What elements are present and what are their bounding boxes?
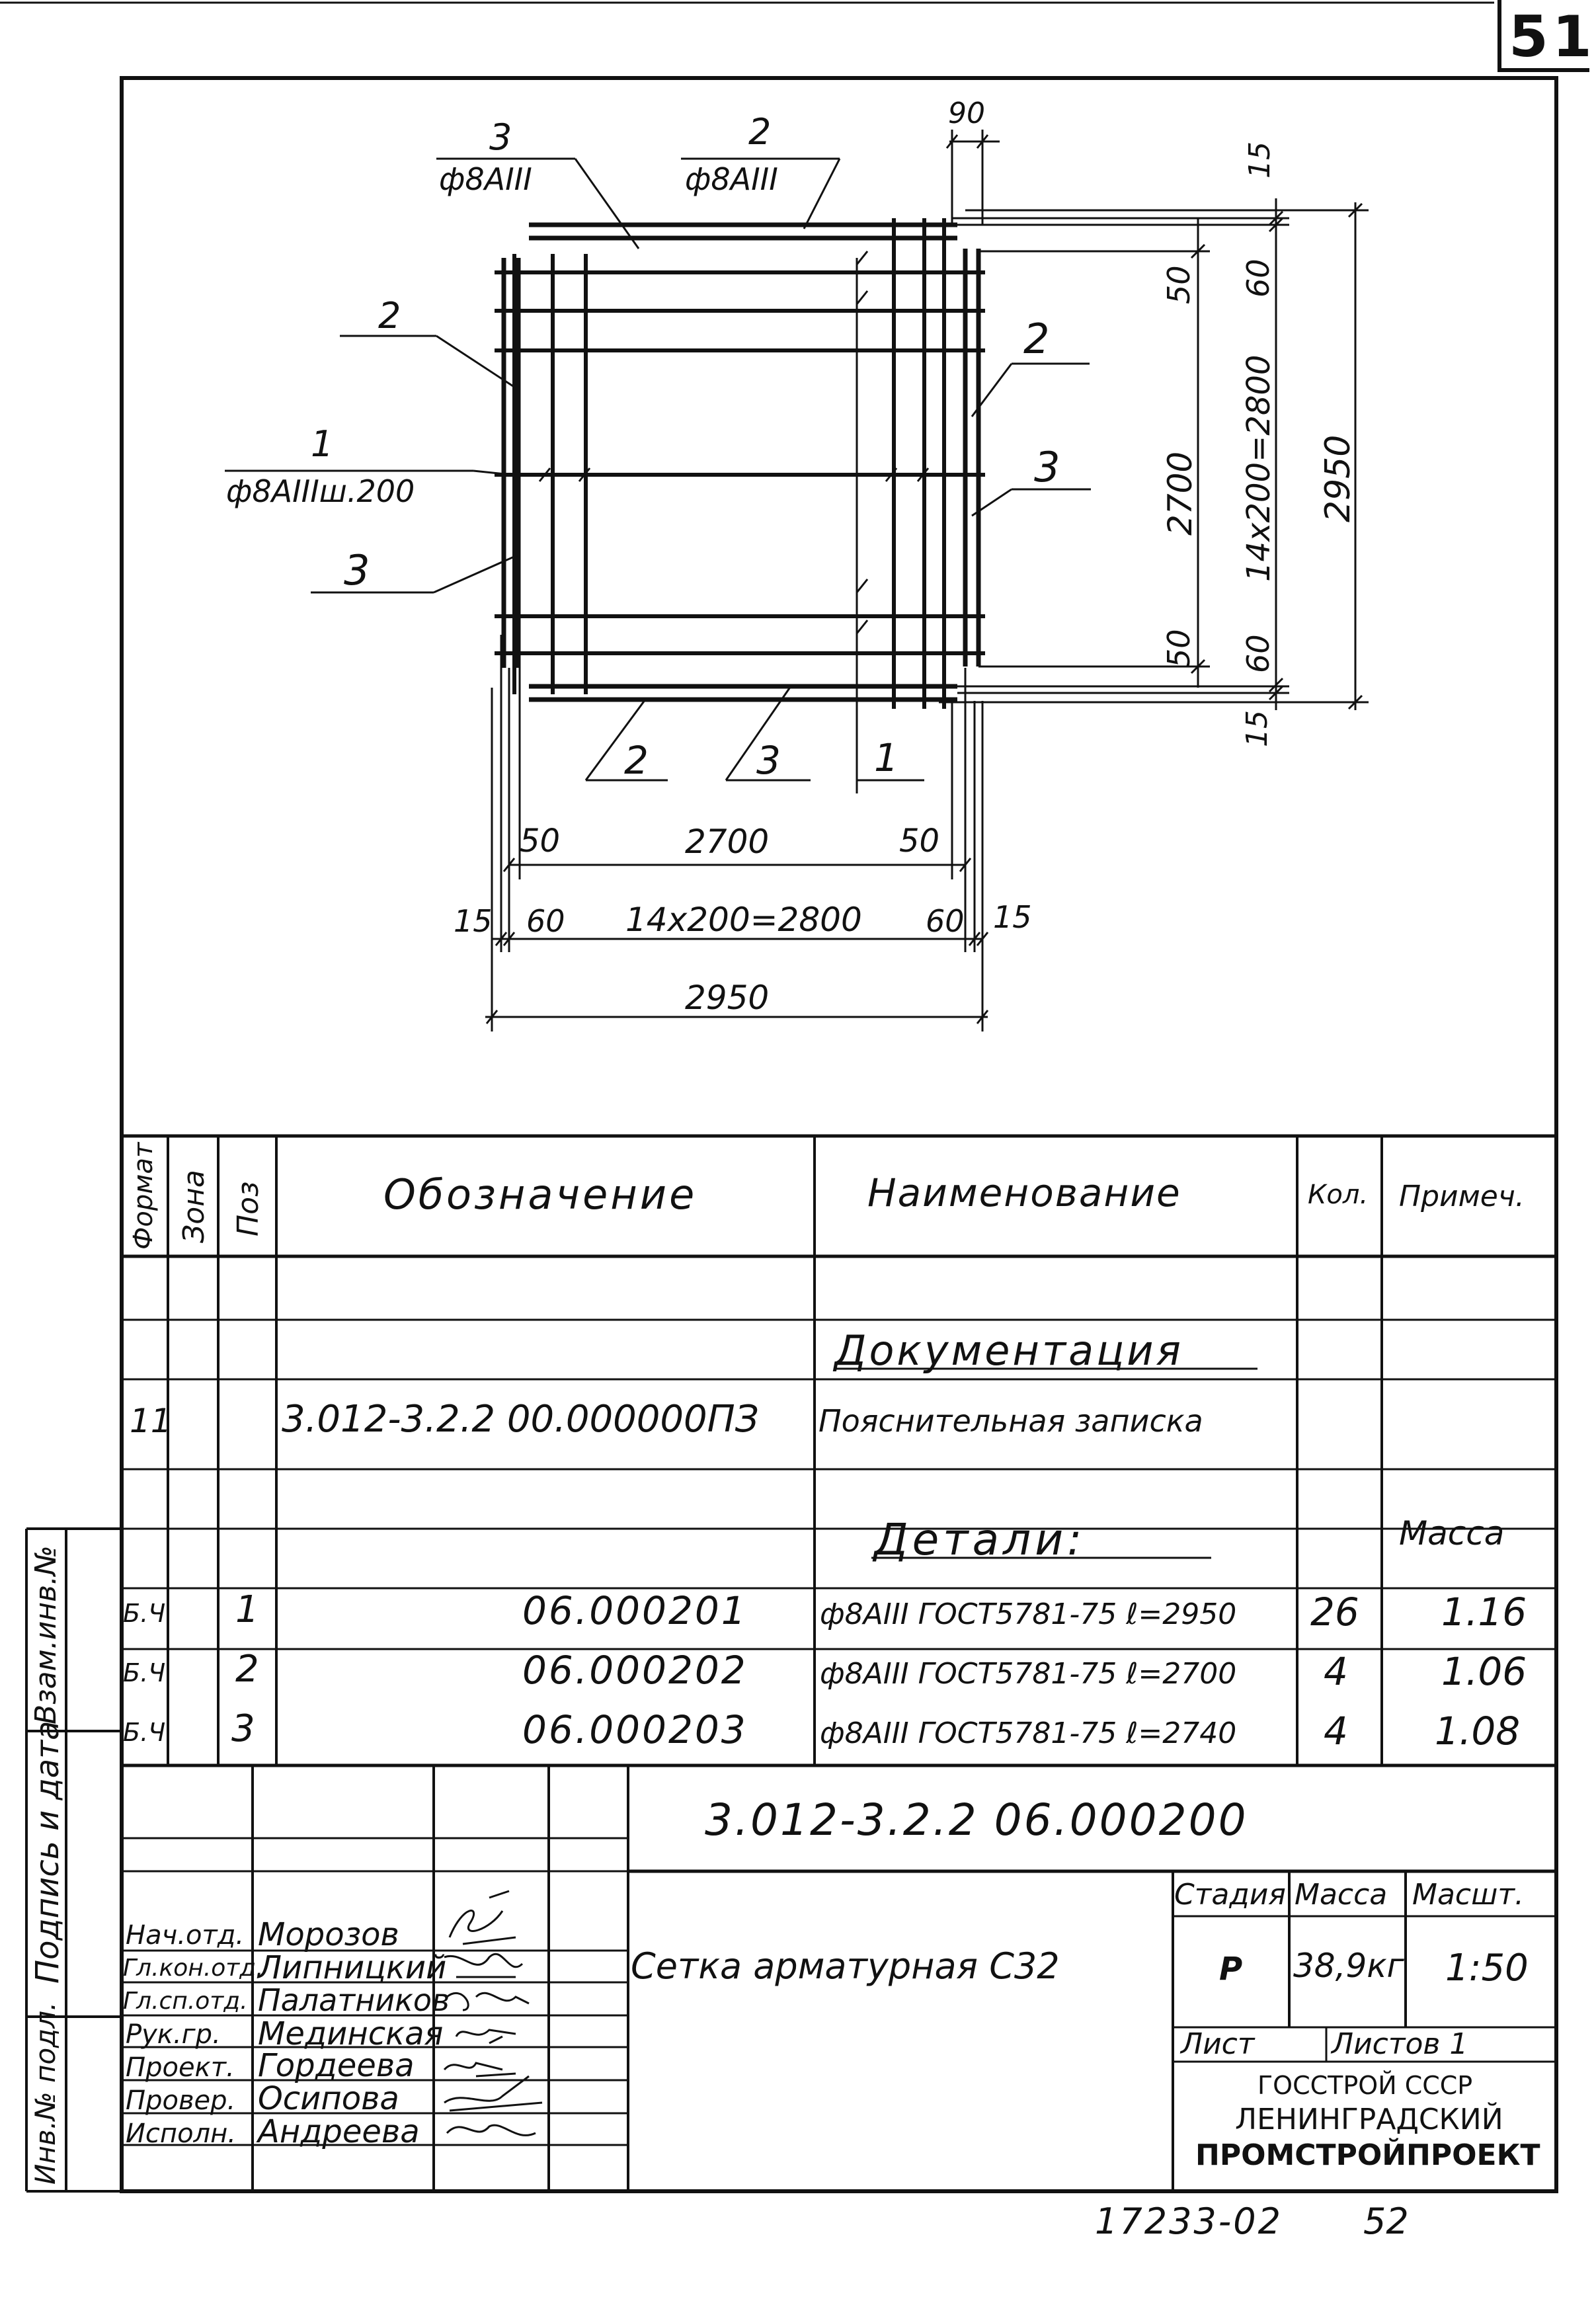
stage-value: Р [1219, 1951, 1243, 1988]
dim-h-14x200: 14x200=2800 [625, 901, 862, 939]
label-left-pos2: 2 [378, 295, 401, 337]
label-bottom-pos2: 2 [624, 738, 649, 783]
side-sign-date: Подпись и дата [29, 1720, 66, 1984]
dim-h-2700: 2700 [685, 823, 770, 861]
row-format: Б.Ч [123, 1599, 166, 1628]
label-bar2-pos: 2 [748, 111, 772, 153]
row-mass: 1.16 [1441, 1590, 1527, 1635]
mass-value: 38,9кг [1293, 1947, 1404, 1985]
stage-label: Стадия [1174, 1878, 1286, 1912]
dim-v-15-bot: 15 [1240, 710, 1274, 747]
org-line3: ПРОМСТРОЙПРОЕКТ [1195, 2138, 1540, 2172]
label-left-pos1: 1 [311, 423, 334, 465]
row-designation: 06.000201 [522, 1588, 748, 1633]
section-docs: Документация [834, 1326, 1183, 1375]
row-name: ф8AIII ГОСТ5781-75 ℓ=2950 [820, 1597, 1237, 1631]
row-mass: 1.08 [1435, 1709, 1521, 1754]
scale-label: Масшт. [1412, 1878, 1524, 1912]
side-inv-replace: Взам.инв.№ [29, 1545, 63, 1724]
row-pos: 1 [235, 1588, 259, 1631]
dim-h-60-right: 60 [926, 903, 965, 939]
sheet-number: 51 [1509, 4, 1596, 70]
org-line2: ЛЕНИНГРАДСКИЙ [1235, 2103, 1503, 2136]
staff-name: Липницкий [258, 1949, 447, 1986]
staff-name: Морозов [258, 1916, 399, 1953]
dim-h-15-right: 15 [993, 899, 1032, 935]
label-right-pos2: 2 [1023, 315, 1050, 363]
row-qty: 26 [1310, 1590, 1359, 1635]
staff-role: Нач.отд. [126, 1920, 245, 1951]
label-bar3-pos: 3 [489, 116, 512, 158]
label-bottom-pos1: 1 [874, 735, 898, 780]
staff-name: Гордеева [258, 2047, 415, 2084]
dim-h-15-left: 15 [454, 903, 493, 939]
dim-v-60-bot: 60 [1240, 634, 1276, 673]
dim-h-50-right: 50 [899, 823, 940, 860]
header-format: Формат [128, 1142, 159, 1250]
row-qty: 4 [1324, 1709, 1348, 1754]
dim-v-2950: 2950 [1318, 434, 1358, 522]
section-details: Детали: [874, 1514, 1086, 1565]
doc-row-format: 11 [130, 1402, 172, 1440]
mass-label: Масса [1295, 1878, 1388, 1912]
header-name: Наименование [867, 1170, 1181, 1215]
row-qty: 4 [1324, 1649, 1348, 1694]
doc-row-designation: 3.012-3.2.2 00.000000ПЗ [282, 1398, 759, 1441]
row-designation: 06.000203 [522, 1707, 748, 1752]
label-right-pos3: 3 [1034, 443, 1060, 491]
document-code: 3.012-3.2.2 06.000200 [705, 1795, 1248, 1845]
dim-h-60-left: 60 [526, 903, 565, 939]
org-line1: ГОССТРОЙ СССР [1257, 2071, 1473, 2100]
dim-v-50-bot: 50 [1161, 629, 1197, 668]
row-format: Б.Ч [123, 1718, 166, 1747]
header-qty: Кол. [1308, 1180, 1369, 1210]
staff-name: Осипова [258, 2080, 399, 2117]
staff-role: Провер. [126, 2085, 236, 2116]
staff-role: Рук.гр. [126, 2019, 221, 2050]
row-format: Б.Ч [123, 1658, 166, 1687]
page-number: 52 [1363, 2201, 1409, 2242]
dim-top-90: 90 [948, 97, 985, 130]
staff-role: Проект. [126, 2052, 235, 2083]
header-zone: Зона [177, 1170, 211, 1243]
staff-role: Исполн. [126, 2119, 236, 2149]
drawing-title: Сетка арматурная С32 [631, 1945, 1060, 1987]
header-note: Примеч. [1399, 1180, 1525, 1213]
row-name: ф8AIII ГОСТ5781-75 ℓ=2700 [820, 1657, 1237, 1691]
staff-name: Палатников [258, 1982, 450, 2018]
header-designation: Обозначение [383, 1170, 698, 1219]
dim-v-2700: 2700 [1161, 451, 1199, 536]
header-pos: Поз [231, 1181, 265, 1236]
doc-row-name: Пояснительная записка [818, 1403, 1203, 1439]
staff-role: Гл.сп.отд. [123, 1988, 248, 2015]
mass-header: Масса [1399, 1514, 1505, 1553]
dim-v-15-top: 15 [1243, 141, 1277, 179]
dim-h-2950: 2950 [685, 979, 770, 1017]
archive-number: 17233-02 [1095, 2201, 1283, 2242]
dim-v-50-top: 50 [1161, 265, 1197, 304]
dim-h-50-left: 50 [520, 823, 561, 860]
sheet-label: Лист [1181, 2027, 1255, 2061]
label-left-spec1: ф8AIIIш.200 [226, 473, 415, 509]
row-designation: 06.000202 [522, 1648, 748, 1693]
label-left-pos3: 3 [344, 546, 370, 594]
row-pos: 2 [235, 1648, 259, 1691]
dim-v-14x200: 14x200=2800 [1240, 354, 1277, 582]
staff-name: Андреева [258, 2113, 420, 2150]
side-inv-orig: Инв.№ подл. [29, 2001, 61, 2185]
dim-v-60-top: 60 [1240, 259, 1276, 298]
row-mass: 1.06 [1441, 1649, 1527, 1694]
label-bar2-spec: ф8AIII [685, 161, 778, 197]
row-name: ф8AIII ГОСТ5781-75 ℓ=2740 [820, 1717, 1237, 1750]
staff-role: Гл.кон.отд. [123, 1955, 264, 1982]
label-bar3-spec: ф8AIII [439, 161, 532, 197]
sheets-label: Листов 1 [1332, 2027, 1468, 2061]
scale-value: 1:50 [1445, 1947, 1529, 1990]
row-pos: 3 [231, 1707, 255, 1750]
label-bottom-pos3: 3 [756, 738, 781, 783]
staff-name: Мединская [258, 2015, 444, 2052]
